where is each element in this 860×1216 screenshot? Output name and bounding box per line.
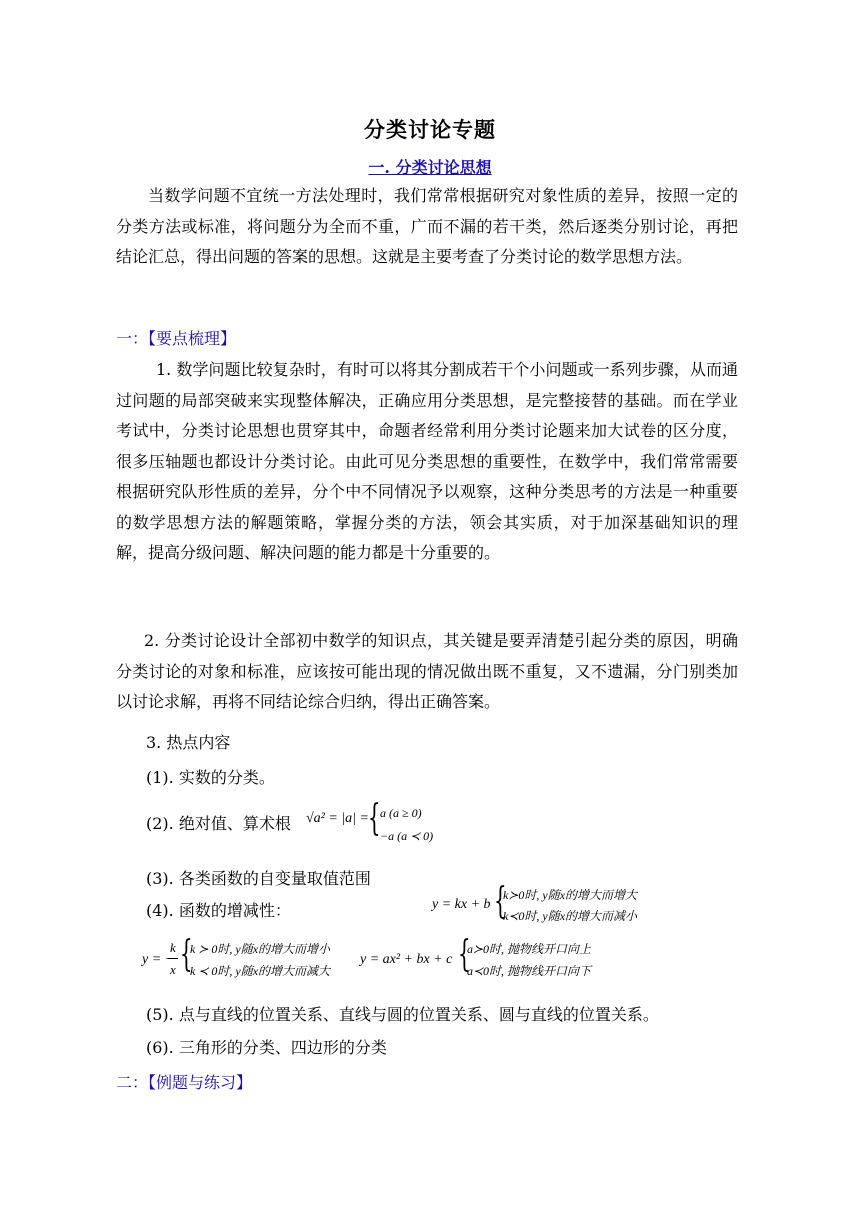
intro-paragraph: 当数学问题不宜统一方法处理时，我们常常根据研究对象性质的差异，按照一定的分类方法或标准，将问题分为全而不重，广而不漏的若干类，然后逐类分别讨论，再把结论汇总，得出问题的答案的思想。这就是主要考查了分类讨论的数学思想方法。 xyxy=(116,186,738,266)
formula-inverse-case2: k ≺ 0时, y随x的增大而减大 xyxy=(190,964,331,978)
formula-abs-lhs: √a² = |a| = xyxy=(306,811,369,826)
brace-symbol: { xyxy=(494,881,507,922)
fraction-bar xyxy=(168,958,178,959)
formula-abs-case1: a (a ≥ 0) xyxy=(380,806,422,820)
item-position-relations: (5). 点与直线的位置关系、直线与圆的位置关系、圆与直线的位置关系。 xyxy=(146,1005,659,1024)
item-function-domain: (3). 各类函数的自变量取值范围 xyxy=(146,869,371,888)
formula-inverse-numerator: k xyxy=(170,940,176,955)
item-real-numbers: (1). 实数的分类。 xyxy=(146,768,275,787)
formula-inverse-case1: k ≻ 0时, y随x的增大而增小 xyxy=(190,942,331,956)
item-monotonicity: (4). 函数的增减性： xyxy=(146,901,291,920)
formula-linear-case1: k≻0时, y随x的增大而增大 xyxy=(503,888,638,902)
point-1-paragraph: 1. 数学问题比较复杂时，有时可以将其分割成若干个小问题或一系列步骤，从而通过问题的局部突破来实现整体解决，正确应用分类思想，是完整接替的基础。而在学业考试中，分类讨论思想也贯穿其中，命题者经常利用分类讨论题来加大试卷的区分度，很多压轴题也都设计分类讨论。由此可见分类思想的重要性，在数学中，我们常常需要根据研究队形性质的差异，分个中不同情况予以观察，这种分类思考的方法是一种重要的数学思想方法的解题策略，掌握分类的方法，领会其实质，对于加深基础知识的理解，提高分级问题、解决问题的能力都是十分重要的。 xyxy=(116,360,738,562)
formula-quad-case2: a≺0时, 抛物线开口向下 xyxy=(467,964,592,978)
section-examples: 二：【例题与练习】 xyxy=(116,1073,253,1092)
formula-linear-lhs: y = kx + b xyxy=(432,897,491,912)
point-3-heading: 3. 热点内容 xyxy=(146,733,231,752)
section-heading-text[interactable]: 一. 分类讨论思想 xyxy=(368,158,492,177)
formula-linear-case2: k≺0时, y随x的增大而减小 xyxy=(503,909,638,923)
brace-symbol: { xyxy=(368,798,381,839)
formula-inverse-denominator: x xyxy=(170,962,176,977)
point-2-paragraph: 2. 分类讨论设计全部初中数学的知识点，其关键是要弄清楚引起分类的原因，明确分类讨论的对象和标准，应该按可能出现的情况做出既不重复，又不遗漏，分门别类加以讨论求解，再将不同结论综合归纳，得出正确答案。 xyxy=(116,631,738,711)
brace-symbol: { xyxy=(458,934,471,975)
formula-quad-lhs: y = ax² + bx + c xyxy=(360,952,453,967)
formula-quad-case1: a≻0时, 抛物线开口向上 xyxy=(467,942,592,956)
document-title: 分类讨论专题 xyxy=(364,117,496,142)
item-shape-classification: (6). 三角形的分类、四边形的分类 xyxy=(146,1038,387,1057)
formula-inverse-lhs: y = − xyxy=(142,952,175,967)
section-heading-link[interactable] xyxy=(0,155,860,178)
section-key-points: 一：【要点梳理】 xyxy=(116,329,237,348)
formula-abs-case2: −a (a ≺ 0) xyxy=(380,829,434,843)
brace-symbol: { xyxy=(180,934,193,975)
item-absolute-value: (2). 绝对值、算术根 xyxy=(146,814,291,833)
